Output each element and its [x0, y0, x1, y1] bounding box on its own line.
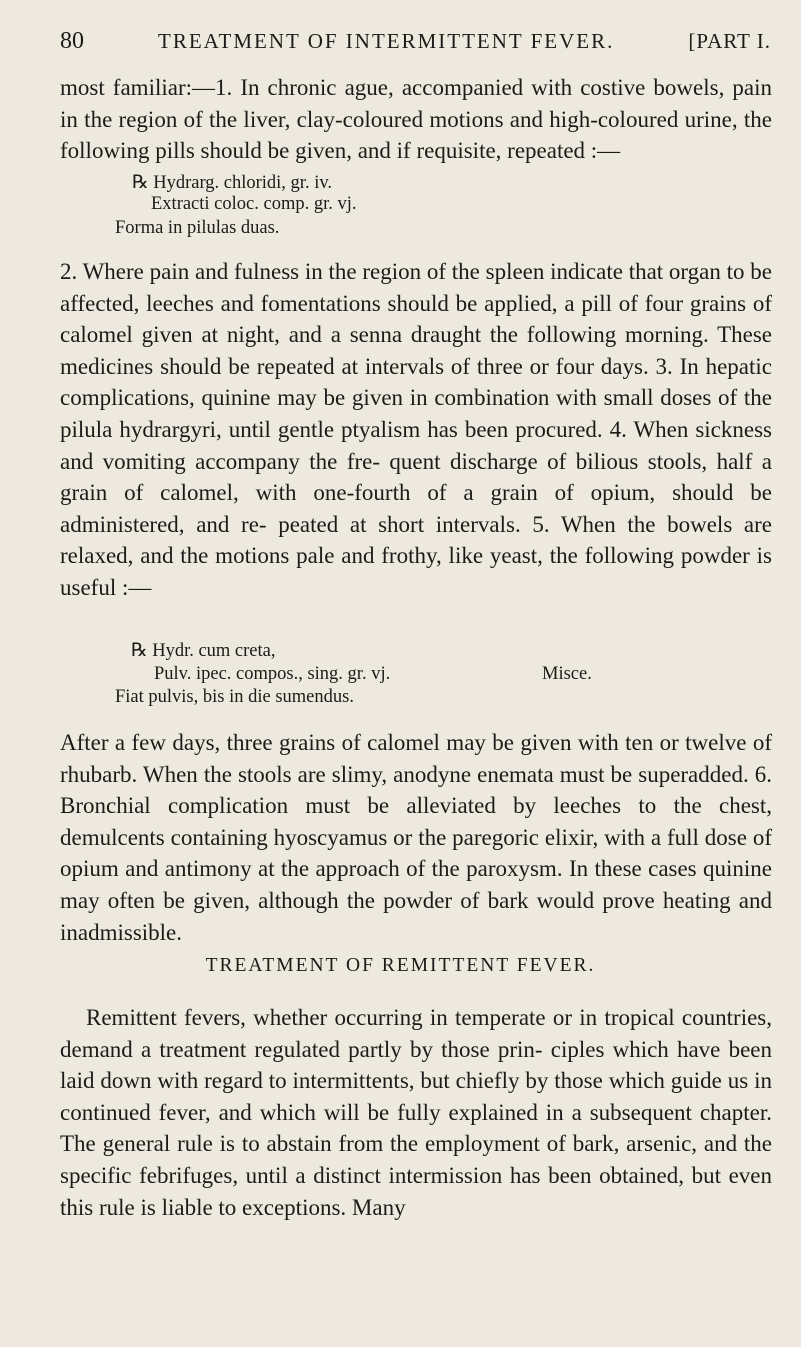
- running-header: [60, 28, 771, 55]
- paragraph-1: most familiar:—1. In chronic ague, accompanied with costive bowels, pain in the region of the liver, clay-coloured motions and high-coloured urine, the following pills should be given, and if requisite, repeated :—: [60, 75, 772, 164]
- prescription-1-line-1: ℞ Hydrarg. chloridi, gr. iv.: [132, 173, 333, 193]
- prescription-2-line-1: ℞ Hydr. cum creta,: [131, 641, 276, 661]
- running-title: TREATMENT OF INTERMITTENT FEVER.: [158, 29, 615, 53]
- prescription-1-line-3: Forma in pilulas duas.: [115, 218, 280, 238]
- paragraph-3: After a few days, three grains of calomel may be given with ten or twelve of rhubarb. When the stools are slimy, anodyne enemata must be superadded. 6. Bronchial complication must be alleviated by leeches to the chest, demulcents containing hyoscyamus or the paregoric elixir, with a full dose of opium and antimony at the approach of the paroxysm. In these cases quinine may often be given, although the powder of bark would prove heating and inadmissible.: [60, 730, 772, 945]
- prescription-2-line-3: Fiat pulvis, bis in die sumendus.: [115, 687, 354, 707]
- prescription-2-misce: Misce.: [542, 664, 592, 684]
- paragraph-4: Remittent fevers, whether occurring in temperate or in tropical countries, demand a treatment regulated partly by those prin- ciples which have been laid down with regard to intermittents, but chiefly by those which guide us in continued fever, and which will be fully explained in a subsequent chapter. The general rule is to abstain from the employment of bark, arsenic, and the specific febrifuges, until a distinct intermission has been obtained, but even this rule is liable to exceptions. Many: [60, 1005, 772, 1220]
- section-heading: TREATMENT OF REMITTENT FEVER.: [205, 955, 596, 976]
- paragraph-2: 2. Where pain and fulness in the region of the spleen indicate that organ to be affected, leeches and fomentations should be applied, a pill of four grains of calomel given at night, and a senna draught the following morning. These medicines should be repeated at intervals of three or four days. 3. In hepatic complications, quinine may be given in combination with small doses of the pilula hydrargyri, until gentle ptyalism has been procured. 4. When sickness and vomiting accompany the fre- quent discharge of bilious stools, half a grain of calomel, with one-fourth of a grain of opium, should be administered, and re- peated at short intervals. 5. When the bowels are relaxed, and the motions pale and frothy, like yeast, the following powder is useful :—: [60, 259, 772, 600]
- part-label: [PART I.: [688, 29, 771, 53]
- page-number: 80: [60, 28, 84, 54]
- prescription-1-line-2: Extracti coloc. comp. gr. vj.: [151, 194, 357, 214]
- prescription-2-line-2: Pulv. ipec. compos., sing. gr. vj.: [154, 664, 391, 684]
